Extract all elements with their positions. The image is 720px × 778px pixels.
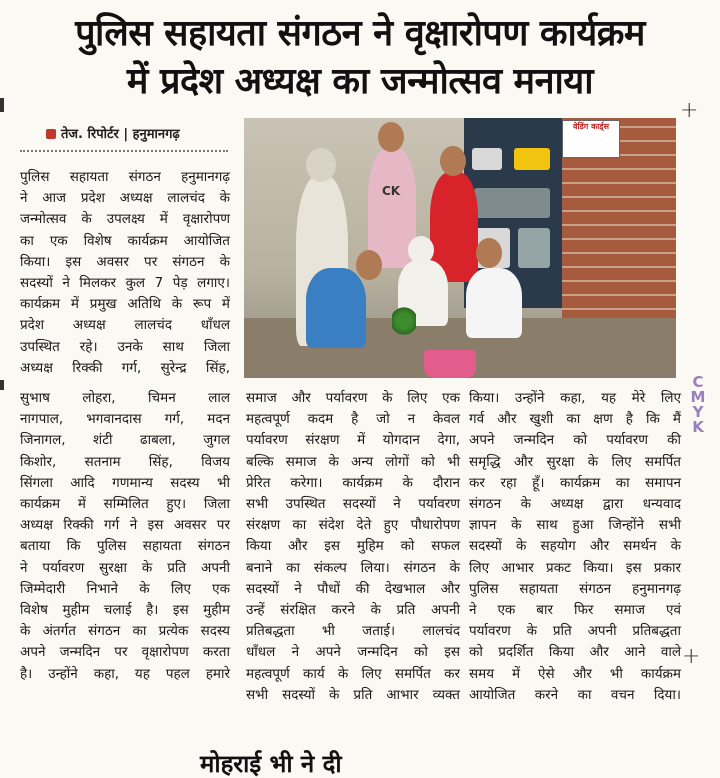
- article-line: किशोर, सतनाम सिंह, विजय: [20, 453, 230, 470]
- cmyk-letter: M: [690, 388, 706, 406]
- article-line: समृद्धि और सुरक्षा के लिए समर्पित: [469, 453, 681, 470]
- person-head: [476, 238, 502, 268]
- article-line: पर्यावरण के प्रति अपनी प्रतिबद्धता: [469, 623, 681, 640]
- shirt-logo: CK: [382, 184, 401, 198]
- article-column-3: [469, 388, 681, 706]
- article-line: बनाने का संकल्प लिया। संगठन के: [246, 559, 460, 576]
- article-line: पर्यावरण संरक्षण में योगदान देगा,: [246, 432, 460, 449]
- headline-line-2: में प्रदेश अध्यक्ष का जन्मोत्सव मनाया: [126, 61, 594, 102]
- cmyk-letter: Y: [692, 403, 704, 421]
- article-line: विशेष मुहीम चलाई है। इस मुहीम: [20, 602, 230, 619]
- article-line: संगठन के अध्यक्ष द्वारा धन्यवाद: [469, 496, 681, 513]
- article-line: को प्रदर्शित किया और आने वाले: [469, 644, 681, 661]
- article-line: अपने जन्मदिन को पर्यावरण की: [469, 432, 681, 449]
- article-line: किया। इस अवसर पर संगठन के: [20, 253, 230, 270]
- sapling: [392, 306, 416, 336]
- article-line: उपस्थित रहे। उनके साथ जिला: [20, 338, 230, 355]
- article-line: कार्यक्रम में प्रमुख अतिथि के रूप में: [20, 296, 230, 313]
- byline: [46, 124, 180, 142]
- article-line: है। उन्होंने कहा, यह पहल हमारे: [20, 665, 230, 682]
- article-line: सिंगला आदि गणमान्य सदस्य भी: [20, 474, 230, 491]
- byline-bullet-icon: [46, 129, 56, 139]
- article-line: बताया कि पुलिस सहायता संगठन: [20, 538, 230, 555]
- pink-bucket: [424, 350, 476, 378]
- article-line: महत्वपूर्ण कदम है जो न केवल: [246, 411, 460, 428]
- article-column-1-bottom: [20, 388, 230, 685]
- article-line: ज्ञापन के साथ हुआ जिन्होंने सभी: [469, 517, 681, 534]
- registration-mark-bottom: +: [682, 644, 701, 669]
- article-line: अपने जन्मदिन पर वृक्षारोपण करता: [20, 644, 230, 661]
- article-line: लिए आभार प्रकट किया। इस प्रकार: [469, 559, 681, 576]
- article-line: नागपाल, भगवानदास गर्ग, मदन: [20, 411, 230, 428]
- byline-text: तेज. रिपोर्टर | हनुमानगढ़: [61, 127, 180, 142]
- shop-signboard: वेडिंग कार्ड्स: [562, 120, 620, 158]
- article-line: समाज और पर्यावरण के लिए एक: [246, 390, 460, 406]
- person-head: [378, 122, 404, 152]
- article-line: गर्व और खुशी का क्षण है कि मैं: [469, 411, 681, 428]
- headline: [0, 10, 720, 106]
- article-line: सुभाष लोहरा, चिमन लाल: [20, 390, 230, 406]
- article-line: धाँधल ने अपने जन्मदिन को इस: [246, 644, 460, 661]
- article-column-1-top: [20, 167, 230, 379]
- article-line: बल्कि समाज के अन्य लोगों को भी: [246, 453, 460, 470]
- article-line: के अंतर्गत संगठन का प्रत्येक सदस्य: [20, 623, 230, 640]
- article-line: किया और इस मुहिम को सफल: [246, 538, 460, 555]
- article-line: समय में ऐसे और भी कार्यक्रम: [469, 665, 681, 682]
- person-head: [306, 148, 336, 182]
- registration-mark-top: +: [680, 98, 699, 123]
- article-line: ने एक बार फिर समाज एवं: [469, 602, 681, 619]
- person-head: [356, 250, 382, 280]
- article-column-2: [246, 388, 460, 706]
- edge-mark: [0, 98, 4, 112]
- article-line: पुलिस सहायता संगठन हनुमानगढ़: [20, 169, 230, 185]
- article-line: पुलिस सहायता संगठन हनुमानगढ़: [469, 580, 681, 597]
- article-line: जन्मोत्सव के उपलक्ष्य में वृक्षारोपण: [20, 211, 230, 228]
- article-line: जिनागल, शंटी ढाबला, जुगल: [20, 432, 230, 449]
- article-line: प्रदेश अध्यक्ष लालचंद धाँधल: [20, 317, 230, 334]
- person-head: [408, 236, 434, 264]
- article-line: प्रेरित करेगा। कार्यक्रम के दौरान: [246, 474, 460, 491]
- headline-line-1: पुलिस सहायता संगठन ने वृक्षारोपण कार्यक्रम: [75, 13, 645, 54]
- person-head: [440, 146, 466, 176]
- article-line: ने आज प्रदेश अध्यक्ष लालचंद के: [20, 190, 230, 207]
- article-line: प्रतिबद्धता भी जताई। लालचंद: [246, 623, 460, 640]
- person-white-tshirt: [466, 268, 522, 338]
- next-headline-cut: [200, 748, 460, 778]
- cmyk-print-mark: [688, 375, 708, 435]
- article-line: उन्हें संरक्षित करने के प्रति अपनी: [246, 602, 460, 619]
- article-line: संरक्षण का संदेश देते हुए पौधारोपण: [246, 517, 460, 534]
- edge-mark: [0, 380, 4, 390]
- article-line: सदस्यों ने मिलकर कुल 7 पेड़ लगाए।: [20, 275, 230, 292]
- article-line: का एक विशेष कार्यक्रम आयोजित: [20, 232, 230, 249]
- article-line: ने पर्यावरण सुरक्षा के प्रति अपनी: [20, 559, 230, 576]
- article-line: कर रहा हूँ। कार्यक्रम का समापन: [469, 474, 681, 491]
- person-blue-shirt: [306, 268, 366, 348]
- article-line: कार्यक्रम में सम्मिलित हुए। जिला: [20, 496, 230, 513]
- article-photo: [244, 118, 676, 378]
- cmyk-letter: K: [692, 418, 704, 436]
- byline-divider: [20, 150, 228, 152]
- article-line: अध्यक्ष रिक्की गर्ग ने इस अवसर पर: [20, 517, 230, 534]
- cmyk-letter: C: [692, 373, 704, 391]
- article-line: किया। उन्होंने कहा, यह मेरे लिए: [469, 390, 681, 406]
- article-line: अध्यक्ष रिक्की गर्ग, सुरेन्द्र सिंह,: [20, 359, 230, 376]
- article-line: जिम्मेदारी निभाने के लिए एक: [20, 580, 230, 597]
- article-line: सभी उपस्थित सदस्यों ने पर्यावरण: [246, 496, 460, 513]
- article-line: सदस्यों के सहयोग और समर्थन के: [469, 538, 681, 555]
- article-line: सदस्यों ने पौधों की देखभाल और: [246, 580, 460, 597]
- article-line: सभी सदस्यों के प्रति आभार व्यक्त: [246, 686, 460, 703]
- article-line: आयोजित करने का वचन दिया।: [469, 686, 681, 703]
- article-line: महत्वपूर्ण कार्य के लिए समर्पित कर: [246, 665, 460, 682]
- next-headline-text: मोहराई भी ने दी: [200, 750, 342, 778]
